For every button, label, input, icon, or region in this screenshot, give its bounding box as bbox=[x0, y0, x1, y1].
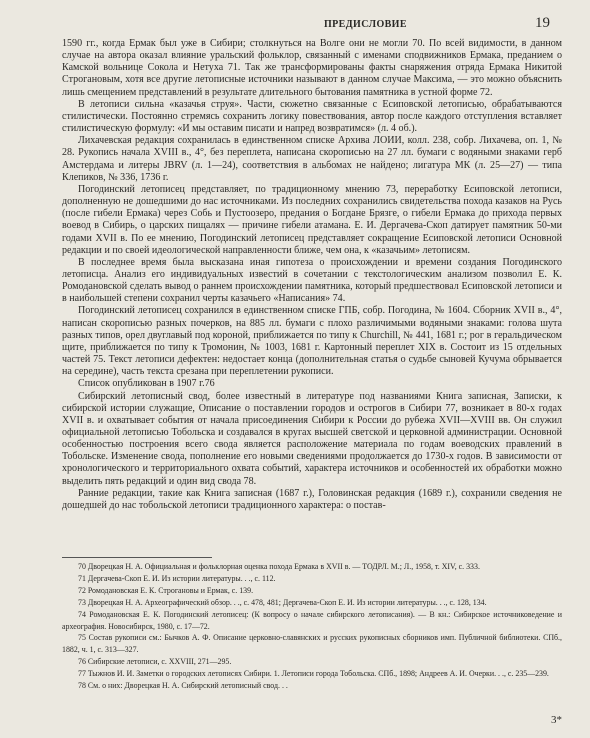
running-title: ПРЕДИСЛОВИЕ bbox=[324, 19, 407, 30]
footnotes bbox=[62, 557, 562, 692]
paragraph: Ранние редакции, такие как Книга записная (1687 г.), Головинская редакция (1689 г.), сохранили сведения не дошедшей до нас тобольской летописи традиционного характера: о постав- bbox=[62, 487, 562, 511]
paragraph: В последнее время была высказана иная гипотеза о происхождении и времени создания Погодинского летописца. Анализ его индивидуальных известий в сочетании с текстологическим анализом позволил Е. К. Ромодановской сделать вывод о раннем происхождении памятника, который предшествовал Есиповской летописи и в наибольшей степени сохранил черты казачьего «Написания» 74. bbox=[62, 256, 562, 305]
footnote: 73 Дворецкая Н. А. Археографический обзор. . ., с. 478, 481; Дергачева-Скоп Е. И. Из истории литературы. . ., с. 128, 134. bbox=[78, 597, 487, 607]
footnote-rule bbox=[62, 557, 212, 558]
paragraph: 1590 гг., когда Ермак был уже в Сибири; столкнуться на Волге они не могли 70. По всей видимости, в данном случае на автора оказал влияние уральский фольклор, связанный с именами сподвижников Ермака, преданием о Камской вольнице Сокола и Нетуха 71. Так же трансформированы факты снаряжения отряда Ермака Никитой Строгановым, хотя все другие летописные источники называют в данном случае Максима, — это можно объяснить лишь смещением представлений в результате длительного бытования памятника в устной форме 72. bbox=[62, 38, 562, 98]
page-number: 19 bbox=[535, 15, 550, 31]
paragraph: Сибирский летописный свод, более известный в литературе под названиями Книга записная, Записки, к сибирской истории служащие, Описание о поставлении городов и острогов в Сибири 77, возникает в 80-х годах XVII в. и охватывает события от начала присоединения Сибири к России до рубежа XVII—XVIII вв. Он служил официальной летописью Тобольска и создавался в кругах высшей светской и церковной администрации. Основной особенностью построения всего свода является расположение материала по годам воеводских правлений в Тобольске. Изменение свода, пополнение его новыми сведениями продолжается до 1730-х годов. В зависимости от хронологического и территориального охвата событий, характера источников и особенностей их обработки можно выделить пять редакций и один вид свода 78. bbox=[62, 390, 562, 487]
body-text bbox=[62, 38, 562, 512]
paragraph: Погодинский летописец сохранился в единственном списке ГПБ, собр. Погодина, № 1604. Сборник XVII в., 4°, написан скорописью разных почерков, на 885 лл. бумаги с плохо различимыми водяными знаками: голова шута разных типов, орел двуглавый под короной, приближается по типу к Churchill, № 441, 1681 г.; рог в геральдическом щите, приближается по типу к Тромонин, № 1003, 1681 г. Картонный переплет XIX в. Состоит из 15 отдельных частей 75. Текст летописи дефектен: недостает конца (дополнительная статья о судьбе сыновей Кучума обрывается на середине), часть текста срезана при переплетении рукописи. bbox=[62, 305, 562, 378]
footnote-list bbox=[62, 561, 562, 692]
footnote: 77 Тыжнов И. И. Заметки о городских летописях Сибири. 1. Летописи города Тобольска. СПб., 1898; Андреев А. И. Очерки. . ., с. 235—239. bbox=[78, 669, 549, 679]
paragraph: В летописи сильна «казачья струя». Части, сюжетно связанные с Есиповской летописью, обрабатываются стилистически. Постоянно стремясь сохранить логику повествования, автор после каждого отступления вставляет стилистическую формулу: «И мы оставим писати и напред возвратимся» (л. 4 об.). bbox=[62, 98, 562, 135]
printer-signature: 3* bbox=[551, 714, 562, 726]
footnote: 76 Сибирские летописи, с. XXVIII, 271—295. bbox=[78, 657, 232, 667]
paragraph: Лихачевская редакция сохранилась в единственном списке Архива ЛОИИ, колл. 238, собр. Лихачева, оп. 1, № 28. Рукопись начала XVIII в., 4°, без переплета, написана скорописью на 27 лл. бумаги с водяными знаками герб Амстердама и литеры JBRV (л. 1—24), соответствия в альбомах не найдено; лигатура МК (л. 25—27) — типа Клепиков, № 336, 1736 г. bbox=[62, 135, 562, 183]
footnote: 75 Состав рукописи см.: Бычков А. Ф. Описание церковно-славянских и русских рукописных сборников имп. Публичной библиотеки. СПб., 1882, ч. 1, с. 313—327. bbox=[62, 633, 562, 655]
paragraph: Список опубликован в 1907 г.76 bbox=[78, 378, 215, 390]
footnote: 78 См. о них: Дворецкая Н. А. Сибирский летописный свод. . . bbox=[78, 681, 288, 691]
paragraph: Погодинский летописец представляет, по традиционному мнению 73, переработку Есиповской летописи, дополненную не дошедшими до нас источниками. Из последних сохранились свидетельства похода казаков на Русь (после гибели Ермака) через Собь и Пустоозеро, предания о Богдане Брязге, о гибели Ермака до прихода первых воевод в Сибирь, о царских пищалях — причине гибели атамана. Е. И. Дергачева-Скоп датирует памятник 50-ми годами XVII в. По ее мнению, Погодинский летописец представляет сокращение Есиповской летописи Основной редакции и по своей идеологической направленности ближе, чем она, к «казачьим» летописям. bbox=[62, 183, 562, 256]
footnote: 74 Ромодановская Е. К. Погодинский летописец: (К вопросу о начале сибирского летописания). — В кн.: Сибирское источниковедение и археография. Новосибирск, 1980, с. 17—72. bbox=[62, 609, 562, 631]
footnote: 72 Ромодановская Е. К. Строгановы и Ермак, с. 139. bbox=[78, 585, 254, 595]
footnote: 71 Дергачева-Скоп Е. И. Из истории литературы. . ., с. 112. bbox=[78, 573, 276, 583]
page-header bbox=[62, 14, 562, 36]
footnote: 70 Дворецкая Н. А. Официальная и фольклорная оценка похода Ермака в XVII в. — ТОДРЛ. М.; Л., 1958, т. XIV, с. 333. bbox=[78, 562, 480, 571]
